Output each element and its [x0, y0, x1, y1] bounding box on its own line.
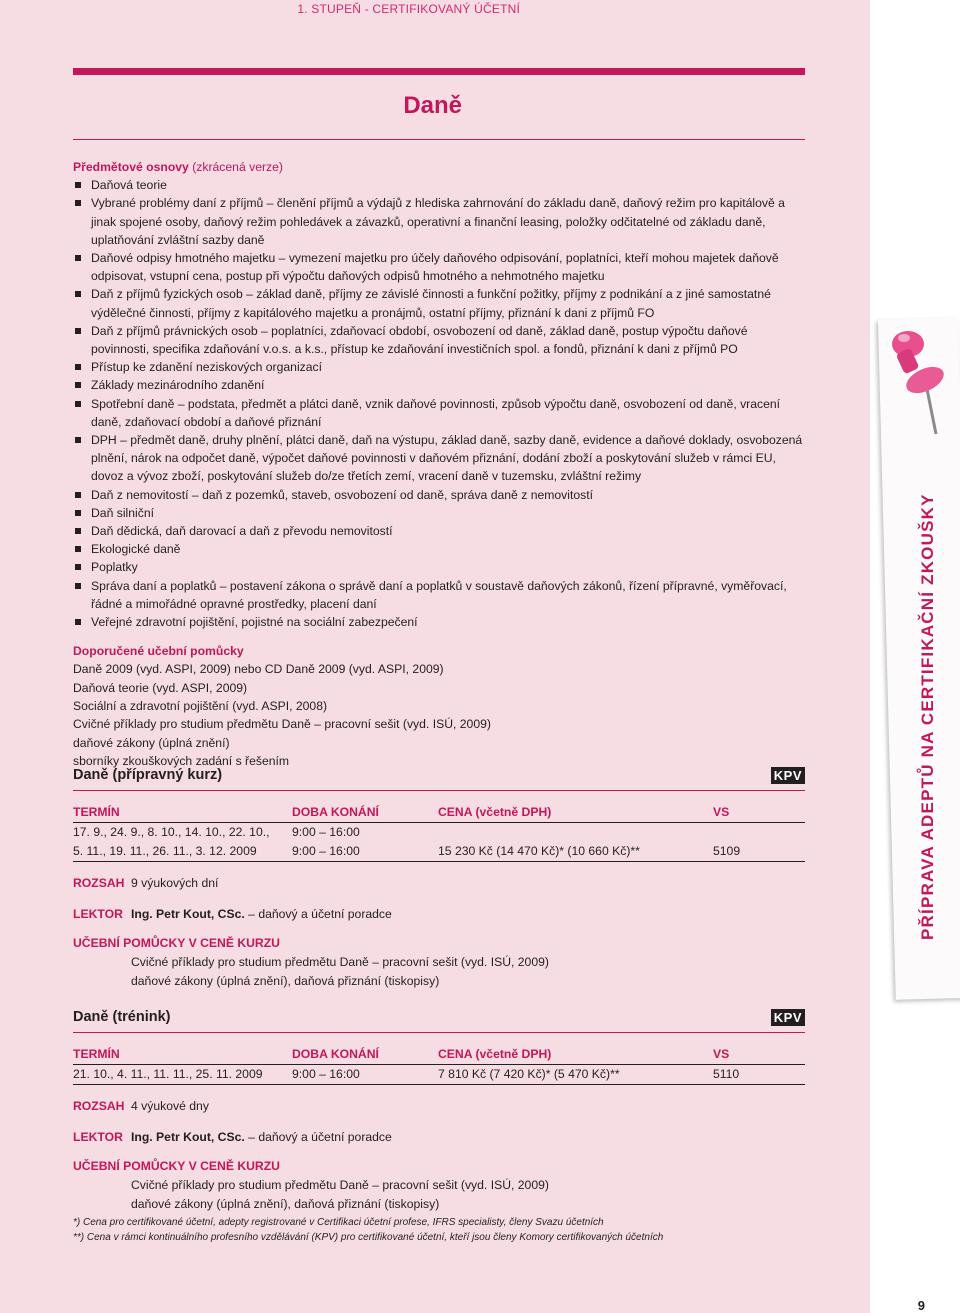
list-item: Daň z příjmů fyzických osob – základ daně, příjmy ze závislé činnosti a funkční požitky, příjmy z podnikání a z jiné samostatné výdělečné činnosti, příjmy z kapitálového majetku a pronájmů, ostatní příjmy, přiznání k dani z příjmů FO — [73, 285, 808, 321]
cell-term: 17. 9., 24. 9., 8. 10., 14. 10., 22. 10., — [73, 825, 270, 839]
list-item: Přístup ke zdanění neziskových organizací — [73, 358, 808, 376]
title-divider — [73, 139, 805, 140]
list-item: Veřejné zdravotní pojištění, pojistné na sociální zabezpečení — [73, 613, 808, 631]
schedule-table — [73, 803, 805, 862]
table-row — [73, 823, 805, 842]
list-item: Správa daní a poplatků – postavení zákona o správě daní a poplatků v soustavě daňových zákonů, řízení přípravné, vyměřovací, řádné a mimořádné opravné prostředky, placení daní — [73, 577, 808, 613]
list-item: Cvičné příklady pro studium předmětu Daně – pracovní sešit (vyd. ISÚ, 2009) — [73, 717, 491, 732]
cell-term: 5. 11., 19. 11., 26. 11., 3. 12. 2009 — [73, 844, 257, 858]
list-item: daňové zákony (úplná znění), daňová přiznání (tiskopisy) — [131, 1197, 440, 1211]
list-item: Daň dědická, daň darovací a daň z převodu nemovitostí — [73, 522, 808, 540]
col-vs: VS — [713, 1047, 730, 1061]
scope-value: 9 výukových dní — [131, 876, 219, 890]
cell-vs: 5110 — [713, 1067, 740, 1081]
col-price: CENA (včetně DPH) — [438, 1047, 552, 1061]
course-header — [73, 764, 805, 786]
schedule-table — [73, 1045, 805, 1085]
list-item: daňové zákony (úplná znění) — [73, 735, 230, 750]
col-price: CENA (včetně DPH) — [438, 805, 552, 819]
list-item: Daňové odpisy hmotného majetku – vymezení majetku pro účely daňového odpisování, poplatníci, kteří mohou majetek daňově odpisovat, vstupní cena, postup při výpočtu daňových odpisů hmotného a nehmotného majetku — [73, 249, 808, 285]
table-header-row — [73, 803, 805, 823]
page-title: Daně — [403, 92, 462, 119]
cell-price — [438, 823, 713, 842]
cell-vs — [713, 823, 805, 842]
cell-term: 21. 10., 4. 11., 11. 11., 25. 11. 2009 — [73, 1067, 263, 1081]
scope-label: ROZSAH — [73, 876, 125, 890]
list-item: Daň z příjmů právnických osob – poplatníci, zdaňovací období, osvobození od daně, základ daně, postup výpočtu daňové povinnosti, specifika zdaňování v.o.s. a k.s., přístup ke zdaňování investičních spol. a fondů, přiznání k dani z příjmů PO — [73, 322, 808, 358]
lecturer-role: – daňový a účetní poradce — [248, 907, 392, 921]
list-item: Základy mezinárodního zdanění — [73, 376, 808, 394]
title-bar — [73, 68, 805, 75]
course-name: Daně (trénink) — [73, 1009, 171, 1025]
cell-duration: 9:00 – 16:00 — [292, 1067, 360, 1081]
syllabus-section — [73, 158, 808, 770]
syllabus-title-note: (zkrácená verze) — [192, 160, 283, 174]
course-aids-label: UČEBNÍ POMŮCKY V CENĚ KURZU — [73, 936, 280, 950]
col-duration: DOBA KONÁNÍ — [292, 1047, 379, 1061]
course-aids-label: UČEBNÍ POMŮCKY V CENĚ KURZU — [73, 1159, 280, 1173]
kpv-badge: KPV — [771, 767, 805, 784]
list-item: Daň z nemovitostí – daň z pozemků, staveb, osvobození od daně, správa daně z nemovitostí — [73, 486, 808, 504]
pushpin-icon — [880, 322, 960, 442]
lecturer-name: Ing. Petr Kout, CSc. — [131, 907, 245, 921]
aids-list — [73, 660, 808, 770]
kpv-badge: KPV — [771, 1009, 805, 1026]
footnote: *) Cena pro certifikované účetní, adepty registrované v Certifikaci účetní profese, IFRS specialisty, členy Svazu účetních — [73, 1217, 604, 1228]
list-item: Daňová teorie (vyd. ASPI, 2009) — [73, 680, 248, 695]
course-aids — [73, 1157, 805, 1214]
course-divider — [73, 790, 805, 791]
lecturer-row — [73, 905, 805, 924]
list-item: DPH – předmět daně, druhy plnění, plátci daně, daň na výstupu, základ daně, sazby daně, evidence a daňové doklady, osvobozená plnění, nárok na odpočet daně, výpočet daňové povinnosti v daňovém přiznání, dodání zboží a poskytování služeb v rámci EU, dovoz a vývoz zboží, poskytování služeb do/ze třetích zemí, vracení daně v tuzemsku, zvláštní režimy — [73, 431, 808, 486]
scope-row — [73, 874, 805, 893]
lecturer-row — [73, 1128, 805, 1147]
lecturer-name: Ing. Petr Kout, CSc. — [131, 1130, 245, 1144]
cell-duration: 9:00 – 16:00 — [292, 844, 360, 858]
col-vs: VS — [713, 805, 730, 819]
list-item: Sociální a zdravotní pojištění (vyd. ASPI, 2008) — [73, 699, 328, 714]
lecturer-role: – daňový a účetní poradce — [248, 1130, 392, 1144]
list-item: Cvičné příklady pro studium předmětu Daně – pracovní sešit (vyd. ISÚ, 2009) — [131, 955, 549, 969]
list-item: Ekologické daně — [73, 540, 808, 558]
list-item: Poplatky — [73, 558, 808, 576]
course-name: Daně (přípravný kurz) — [73, 767, 223, 783]
cell-vs: 5109 — [713, 844, 741, 858]
lecturer-label: LEKTOR — [73, 907, 123, 921]
syllabus-list — [73, 176, 808, 631]
col-term: TERMÍN — [73, 1047, 120, 1061]
list-item: Vybrané problémy daní z příjmů – členění příjmů a výdajů z hlediska zahrnování do základu daně, daňový režim pro kapitálově a jinak spojené osoby, daňový režim pohledávek a závazků, operativní a finanční leasing, položky odčitatelné od základu daně, uplatňování zvláštní sazby daně — [73, 194, 808, 249]
list-item: daňové zákony (úplná znění), daňová přiznání (tiskopisy) — [131, 974, 440, 988]
aids-title: Doporučené učební pomůcky — [73, 644, 244, 659]
list-item: Cvičné příklady pro studium předmětu Daně – pracovní sešit (vyd. ISÚ, 2009) — [131, 1178, 549, 1192]
footnotes — [73, 1215, 663, 1245]
footnote: **) Cena v rámci kontinuálního profesního vzdělávání (KPV) pro certifikované účetní, kteří jsou členy Komory certifikovaných účetních — [73, 1232, 664, 1243]
list-item: Daňová teorie — [73, 176, 808, 194]
cell-duration: 9:00 – 16:00 — [292, 825, 360, 839]
cell-price: 7 810 Kč (7 420 Kč)* (5 470 Kč)** — [438, 1067, 620, 1081]
table-header-row — [73, 1045, 805, 1065]
running-header: 1. STUPEŇ - CERTIFIKOVANÝ ÚČETNÍ — [297, 2, 520, 16]
cell-price: 15 230 Kč (14 470 Kč)* (10 660 Kč)** — [438, 844, 640, 858]
course-training — [73, 1006, 805, 1214]
course-header — [73, 1006, 805, 1028]
syllabus-title: Předmětové osnovy (zkrácená verze) — [73, 160, 283, 174]
scope-value: 4 výukové dny — [131, 1099, 209, 1113]
list-item: Daň silniční — [73, 504, 808, 522]
scope-row — [73, 1097, 805, 1116]
col-duration: DOBA KONÁNÍ — [292, 805, 379, 819]
course-divider — [73, 1032, 805, 1033]
course-preparatory — [73, 764, 805, 991]
side-label: PŘÍPRAVA ADEPTŮ NA CERTIFIKAČNÍ ZKOUŠKY — [918, 493, 937, 940]
table-row — [73, 1065, 805, 1085]
col-term: TERMÍN — [73, 805, 120, 819]
lecturer-label: LEKTOR — [73, 1130, 123, 1144]
list-item: Spotřební daně – podstata, předmět a plátci daně, vznik daňové povinnosti, způsob výpočtu daně, osvobození od daně, vracení daně, zdaňovací období a daňové přiznání — [73, 395, 808, 431]
table-row — [73, 842, 805, 862]
page-number: 9 — [917, 1298, 925, 1313]
course-aids — [73, 934, 805, 991]
scope-label: ROZSAH — [73, 1099, 125, 1113]
list-item: Daně 2009 (vyd. ASPI, 2009) nebo CD Daně 2009 (vyd. ASPI, 2009) — [73, 662, 444, 677]
list-item: sborníky zkouškových zadání s řešením — [73, 753, 290, 768]
